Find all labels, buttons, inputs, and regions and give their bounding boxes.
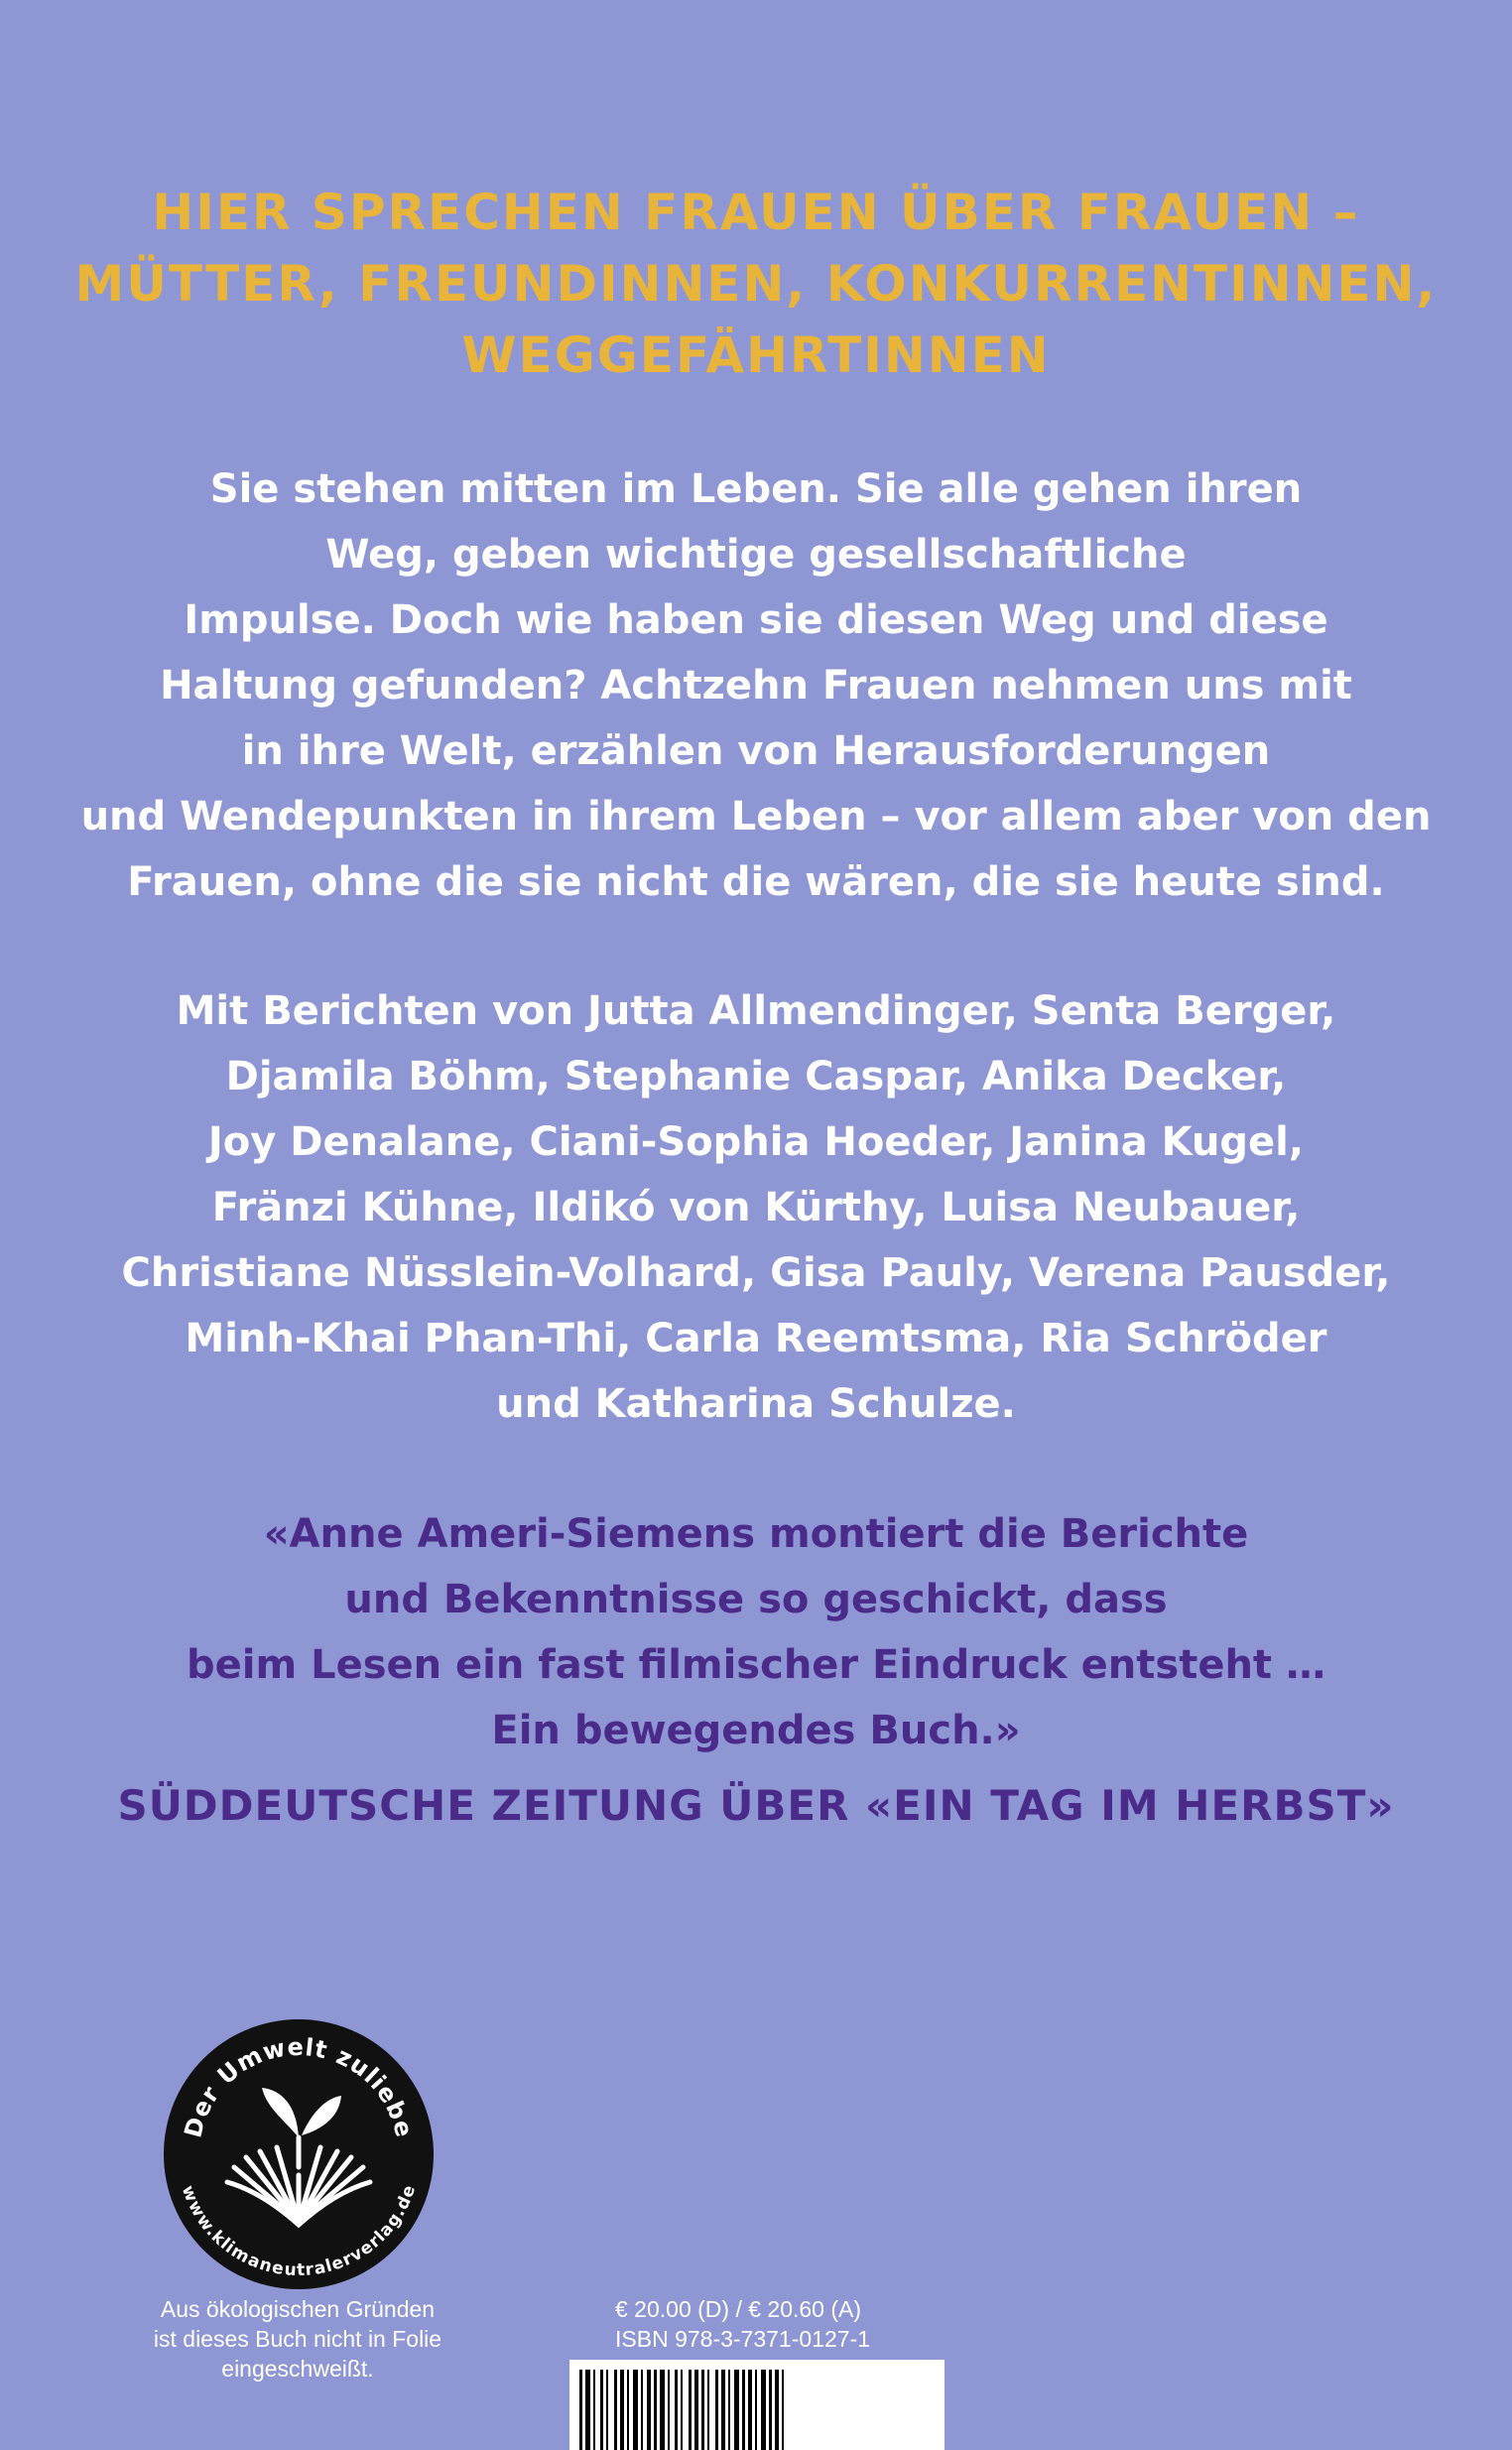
barcode-bar [761, 2370, 766, 2450]
contributors-line: und Katharina Schulze. [496, 1381, 1016, 1427]
barcode-bar [694, 2370, 698, 2450]
intro-line: Haltung gefunden? Achtzehn Frauen nehmen uns mit [160, 663, 1352, 709]
eco-note-line: eingeschweißt. [221, 2356, 374, 2382]
barcode-bar [775, 2370, 779, 2450]
barcode-bar [585, 2370, 590, 2450]
seal-bottom-text: www.klimaneutralerverlag.de [177, 2182, 421, 2281]
isbn: ISBN 978-3-7371-0127-1 [615, 2326, 870, 2352]
eco-note-line: Aus ökologischen Gründen [160, 2296, 436, 2322]
eco-note [119, 2294, 476, 2384]
contributors-line: Mit Berichten von Jutta Allmendinger, Senta Berger, [176, 988, 1336, 1034]
quote-line: und Bekenntnisse so geschickt, dass [344, 1577, 1168, 1622]
quote-source: SÜDDEUTSCHE ZEITUNG ÜBER «EIN TAG IM HERBST» [117, 1781, 1395, 1830]
contributors-list [0, 978, 1512, 1437]
barcode-bar [633, 2370, 638, 2450]
quote-line: Ein bewegendes Buch.» [491, 1708, 1021, 1753]
barcode-bar [620, 2370, 624, 2450]
contributors-line: Djamila Böhm, Stephanie Caspar, Anika Decker, [225, 1054, 1287, 1099]
intro-line: Sie stehen mitten im Leben. Sie alle gehen ihren [209, 466, 1303, 512]
barcode [569, 2360, 945, 2450]
barcode-bar [748, 2370, 752, 2450]
barcode-bar [627, 2370, 629, 2450]
eco-note-line: ist dieses Buch nicht in Folie [153, 2326, 442, 2352]
barcode-bar [728, 2370, 730, 2450]
climate-neutral-seal [163, 2018, 435, 2290]
intro-blurb [0, 456, 1512, 915]
barcode-bar [654, 2370, 657, 2450]
barcode-bar [641, 2370, 643, 2450]
barcode-bar [614, 2370, 617, 2450]
barcode-bar [701, 2370, 704, 2450]
barcode-bar [782, 2370, 784, 2450]
barcode-bar [689, 2370, 692, 2450]
contributors-line: Christiane Nüsslein-Volhard, Gisa Pauly, Verena Pausder, [121, 1250, 1391, 1296]
price-block [615, 2294, 870, 2354]
barcode-bar [647, 2370, 651, 2450]
barcode-bar [675, 2370, 678, 2450]
barcode-bar [606, 2370, 608, 2450]
barcode-bar [681, 2370, 683, 2450]
price: € 20.00 (D) / € 20.60 (A) [615, 2296, 862, 2322]
barcode-bar [600, 2370, 603, 2450]
intro-line: Weg, geben wichtige gesellschaftliche [325, 532, 1187, 578]
contributors-line: Joy Denalane, Ciani-Sophia Hoeder, Janina Kugel, [207, 1119, 1305, 1165]
barcode-bar [734, 2370, 739, 2450]
barcode-bar [668, 2370, 670, 2450]
intro-line: und Wendepunkten in ihrem Leben – vor allem aber von den [80, 794, 1432, 839]
headline-line: HIER SPRECHEN FRAUEN ÜBER FRAUEN – [152, 184, 1360, 241]
barcode-bar [769, 2370, 772, 2450]
contributors-line: Minh-Khai Phan-Thi, Carla Reemtsma, Ria Schröder [185, 1316, 1327, 1361]
headline-line: WEGGEFÄHRTINNEN [461, 326, 1051, 384]
quote-line: beim Lesen ein fast filmischer Eindruck entsteht … [187, 1642, 1325, 1688]
quote-line: «Anne Ameri-Siemens montiert die Berichte [263, 1511, 1249, 1557]
contributors-line: Fränzi Kühne, Ildikó von Kürthy, Luisa Neubauer, [211, 1185, 1301, 1230]
intro-line: Impulse. Doch wie haben sie diesen Weg und diese [184, 597, 1328, 643]
headline [0, 177, 1512, 391]
press-quote [0, 1501, 1512, 1763]
barcode-bar [660, 2370, 665, 2450]
barcode-bar [742, 2370, 745, 2450]
seal-top-text: Der Umwelt zuliebe [179, 2032, 419, 2141]
barcode-bar [707, 2370, 709, 2450]
headline-line: MÜTTER, FREUNDINNEN, KONKURRENTINNEN, [74, 255, 1438, 313]
intro-line: in ihre Welt, erzählen von Herausforderungen [241, 728, 1271, 774]
barcode-bar [715, 2370, 718, 2450]
barcode-bar [579, 2370, 582, 2450]
barcode-bar [755, 2370, 757, 2450]
barcode-bar [721, 2370, 725, 2450]
barcode-bar [593, 2370, 595, 2450]
intro-line: Frauen, ohne die sie nicht die wären, die sie heute sind. [127, 859, 1385, 905]
